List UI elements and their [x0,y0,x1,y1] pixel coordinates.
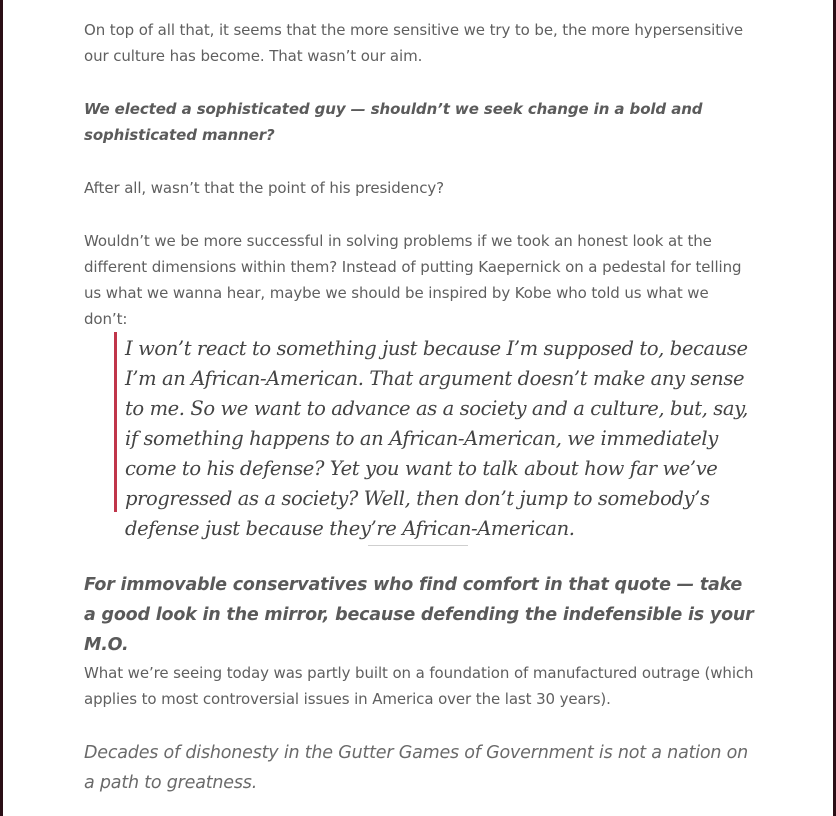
section-divider [368,545,468,546]
kobe-blockquote [114,332,759,540]
paragraph-kaepernick-kobe: Wouldn’t we be more successful in solving problems if we took an honest look at the different dimensions within them? Instead of putting Kaepernick on a pedestal for telling us what we wanna hear, maybe we should be inspired by Kobe who told us what we don’t: [84,232,742,328]
paragraph-sophisticated-guy: We elected a sophisticated guy — shouldn’t we seek change in a bold and sophisticated manner? [84,100,703,144]
paragraph-sensitivity: On top of all that, it seems that the more sensitive we try to be, the more hypersensitive our culture has become. That wasn’t our aim. [84,21,743,65]
page-frame-left [0,0,3,816]
closing-statement: Decades of dishonesty in the Gutter Games of Government is not a nation on a path to greatness. [84,743,749,793]
blockquote-text: I won’t react to something just because I’m supposed to, because I’m an African-American. That argument doesn’t make any sense to me. So we want to advance as a society and a culture, but, say, if something happens to an African-American, we immediately come to his defense? Yet you want to talk about how far we’ve progressed as a society? Well, then don’t jump to somebody’s defense just because they’re African-American. [125,337,748,540]
paragraph-manufactured-outrage: What we’re seeing today was partly built on a foundation of manufactured outrage (which applies to most controversial issues in America over the last 30 years). [84,664,754,708]
callout-conservatives: For immovable conservatives who find comfort in that quote — take a good look in the mirror, because defending the indefensible is your M.O. [84,575,754,655]
paragraph-presidency: After all, wasn’t that the point of his presidency? [84,179,444,197]
